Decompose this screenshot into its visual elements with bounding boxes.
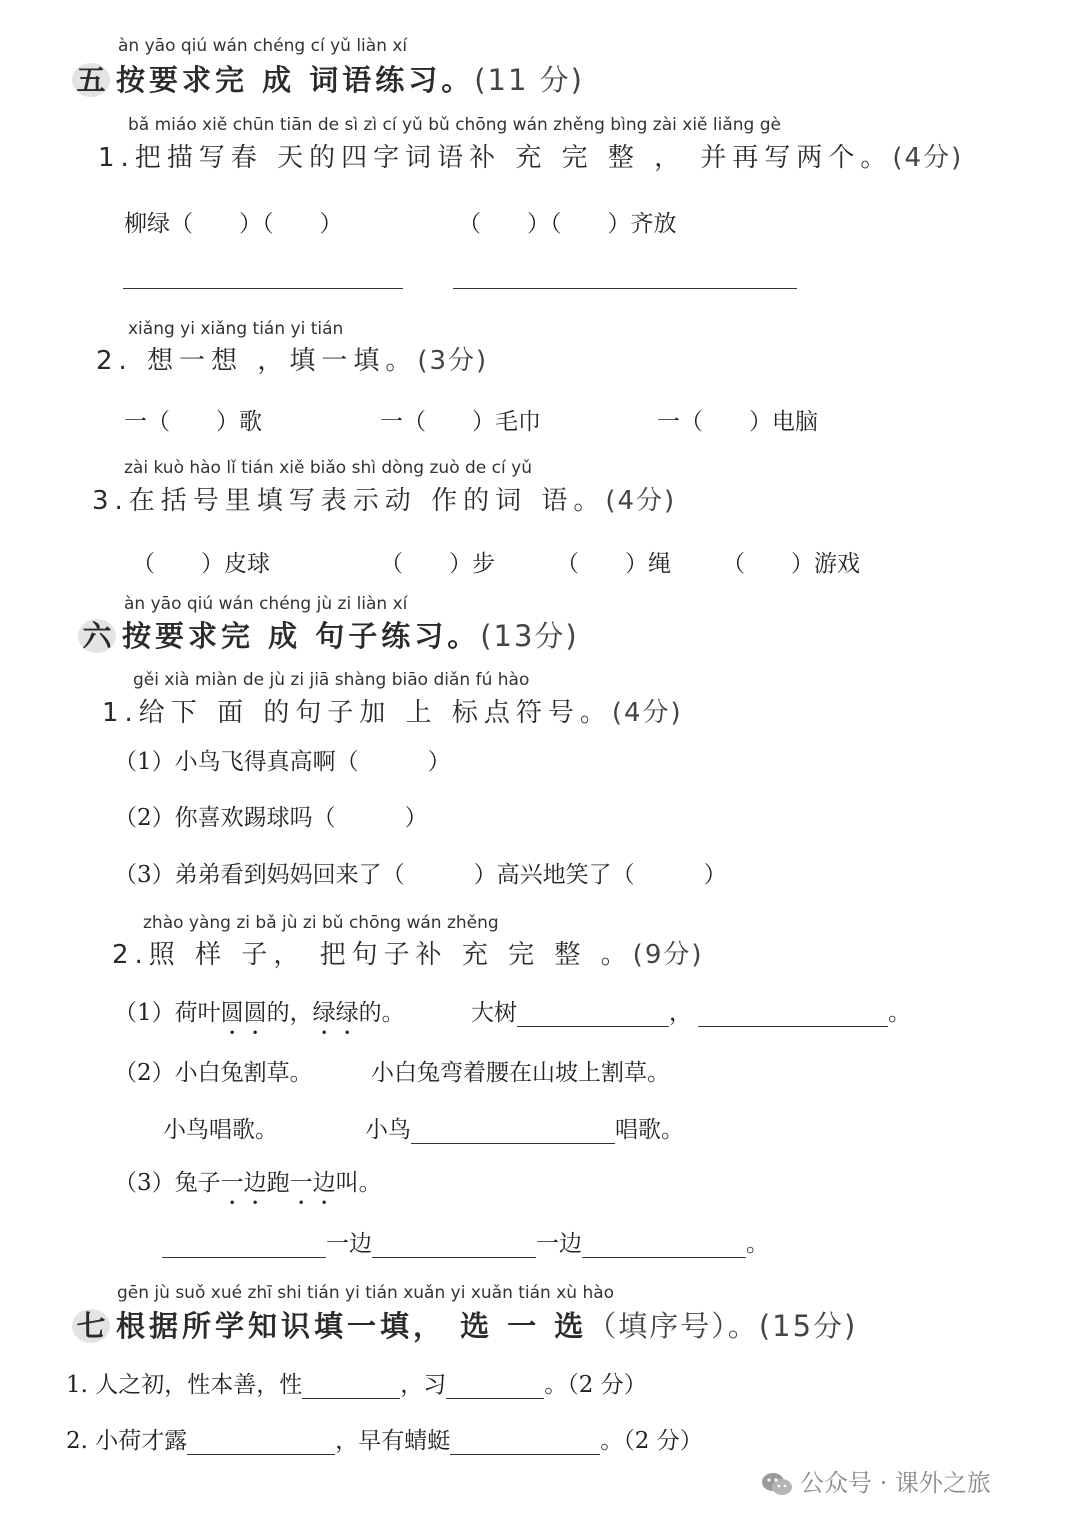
answer-blank[interactable] [517, 1004, 669, 1027]
question-text: 。（2 分） [600, 1428, 703, 1454]
question-text: ，早有蜻蜓 [335, 1428, 451, 1454]
s5-q2-title [96, 340, 488, 377]
s5-q3-score: (4分) [605, 486, 677, 516]
example-text: 荷叶 [174, 1000, 221, 1026]
question-text: 。（2 分） [544, 1372, 647, 1398]
s5-q1-line-b: （ ）（ ）齐放 [458, 211, 677, 237]
s6-q2-pinyin: zhào yàng zi bǎ jù zi bǔ chōng wán zhěng [143, 913, 499, 933]
answer-blank[interactable] [372, 1235, 536, 1258]
s5-q2-text: 2. 想一想 ，填一填。 [96, 346, 418, 376]
task-text: 小鸟 [365, 1117, 411, 1143]
emphasis-text: 一边 [289, 1170, 336, 1196]
s6-q1-item: （3）弟弟看到妈妈回来了（ ）高兴地笑了（ ） [114, 862, 727, 888]
question-text: 1. 人之初，性本善，性 [66, 1372, 303, 1398]
emphasis-text: 圆圆 [220, 1000, 267, 1026]
answer-line[interactable] [123, 288, 403, 289]
s6-score: (13分) [480, 619, 579, 653]
s7-pinyin: gēn jù suǒ xué zhī shi tián yi tián xuǎn yi xuǎn tián xù hào [117, 1283, 615, 1303]
wechat-icon [760, 1471, 794, 1497]
punct: 。 [746, 1231, 769, 1257]
task-text: 大树 [471, 1000, 517, 1026]
s6-pinyin: àn yāo qiú wán chéng jù zi liàn xí [124, 594, 408, 614]
s5-q3-item: （ ）步 [380, 551, 495, 577]
example-text: （3）兔子 [114, 1170, 221, 1196]
s6-q1-item: （2）你喜欢踢球吗（ ） [114, 805, 428, 831]
s5-q2-score: (3分) [417, 346, 489, 376]
s5-pinyin: àn yāo qiú wán chéng cí yǔ liàn xí [118, 36, 408, 56]
task-text: 一边 [536, 1231, 582, 1257]
s6-q2-example3 [114, 1164, 382, 1210]
s5-q2-pinyin: xiǎng yi xiǎng tián yi tián [128, 319, 344, 339]
s7-title: 根据所学知识填一填， 选 一 选 [116, 1309, 588, 1343]
emphasis-text: 绿绿 [312, 1000, 359, 1026]
section-number-badge: 六 [78, 619, 116, 653]
s6-heading [78, 614, 579, 655]
s6-q2-task2 [365, 1111, 684, 1144]
answer-blank[interactable] [446, 1376, 544, 1399]
s5-q1-title [98, 137, 963, 174]
s7-score: (15分) [758, 1309, 858, 1343]
answer-blank[interactable] [582, 1235, 746, 1258]
s6-q2-title [112, 934, 704, 971]
s5-q3-pinyin: zài kuò hào lǐ tián xiě biǎo shì dòng zuò de cí yǔ [124, 458, 532, 478]
s6-title: 按要求完 成 句子练习。 [122, 619, 481, 653]
s5-q3-title [92, 480, 676, 517]
watermark-text: 公众号 · 课外之旅 [800, 1469, 991, 1497]
s5-q2-item: 一（ ）电脑 [657, 409, 818, 435]
s7-title-b: （填序号）。 [587, 1309, 759, 1343]
emphasis-text: 一边 [220, 1170, 267, 1196]
s5-q3-item: （ ）皮球 [132, 551, 270, 577]
s7-heading [72, 1304, 857, 1345]
example-text: 叫。 [335, 1170, 382, 1196]
s6-q1-text: 1.给下 面 的句子加 上 标点符号。 [102, 698, 612, 728]
s6-q2-task3 [162, 1225, 769, 1258]
s5-q2-item: 一（ ）毛巾 [380, 409, 541, 435]
s6-q1-item: （1）小鸟飞得真高啊（ ） [114, 749, 451, 775]
answer-line[interactable] [453, 288, 797, 289]
answer-blank[interactable] [187, 1432, 335, 1455]
s5-q1-score: (4分) [892, 143, 964, 173]
s6-q2-example2-b: 小白兔弯着腰在山坡上割草。 [371, 1060, 670, 1086]
section-number-badge: 五 [72, 63, 110, 97]
s5-q1-text: 1.把描写春 天的四字词语补 充 完 整 ， 并再写两个。 [98, 143, 893, 173]
punct: ， [669, 1000, 692, 1026]
s6-q1-pinyin: gěi xià miàn de jù zi jiā shàng biāo diǎn fú hào [133, 670, 530, 690]
s5-q3-text: 3.在括号里填写表示动 作的词 语。 [92, 486, 606, 516]
answer-blank[interactable] [302, 1376, 400, 1399]
s5-q3-item: （ ）游戏 [722, 551, 860, 577]
s6-q2-task2-a: 小鸟唱歌。 [163, 1117, 278, 1143]
example-text: 的。 [358, 1000, 405, 1026]
question-text: 2. 小荷才露 [66, 1428, 188, 1454]
answer-blank[interactable] [450, 1432, 600, 1455]
task-text: 唱歌。 [615, 1117, 684, 1143]
s6-q2-task1 [471, 994, 911, 1027]
section-number-badge: 七 [72, 1309, 110, 1343]
s6-q2-text: 2.照 样 子， 把句子补 充 完 整 。 [112, 940, 633, 970]
s5-heading [72, 58, 584, 99]
question-text: ，习 [400, 1372, 447, 1398]
example-text: 跑 [266, 1170, 290, 1196]
s5-score: (11 分) [474, 63, 584, 97]
s6-q1-title [102, 692, 683, 729]
s6-q2-example1 [114, 994, 405, 1040]
example-text: 的， [266, 1000, 313, 1026]
s7-q2 [66, 1422, 703, 1455]
watermark [760, 1463, 991, 1498]
answer-blank[interactable] [698, 1004, 888, 1027]
answer-blank[interactable] [162, 1235, 326, 1258]
s5-title: 按要求完 成 词语练习。 [116, 63, 475, 97]
punct: 。 [888, 1000, 911, 1026]
s5-q2-item: 一（ ）歌 [124, 409, 262, 435]
s5-q1-pinyin: bǎ miáo xiě chūn tiān de sì zì cí yǔ bǔ chōng wán zhěng bìng zài xiě liǎng gè [128, 115, 781, 135]
s6-q2-score: (9分) [632, 940, 704, 970]
s6-q1-score: (4分) [611, 698, 683, 728]
s5-q1-line-a: 柳绿（ ）（ ） [124, 211, 343, 237]
s5-q3-item: （ ）绳 [556, 551, 671, 577]
answer-blank[interactable] [411, 1121, 615, 1144]
s7-q1 [66, 1366, 647, 1399]
task-text: 一边 [326, 1231, 372, 1257]
s6-q2-example2: （2）小白兔割草。 [114, 1060, 313, 1086]
item-label: （1） [114, 1000, 175, 1026]
